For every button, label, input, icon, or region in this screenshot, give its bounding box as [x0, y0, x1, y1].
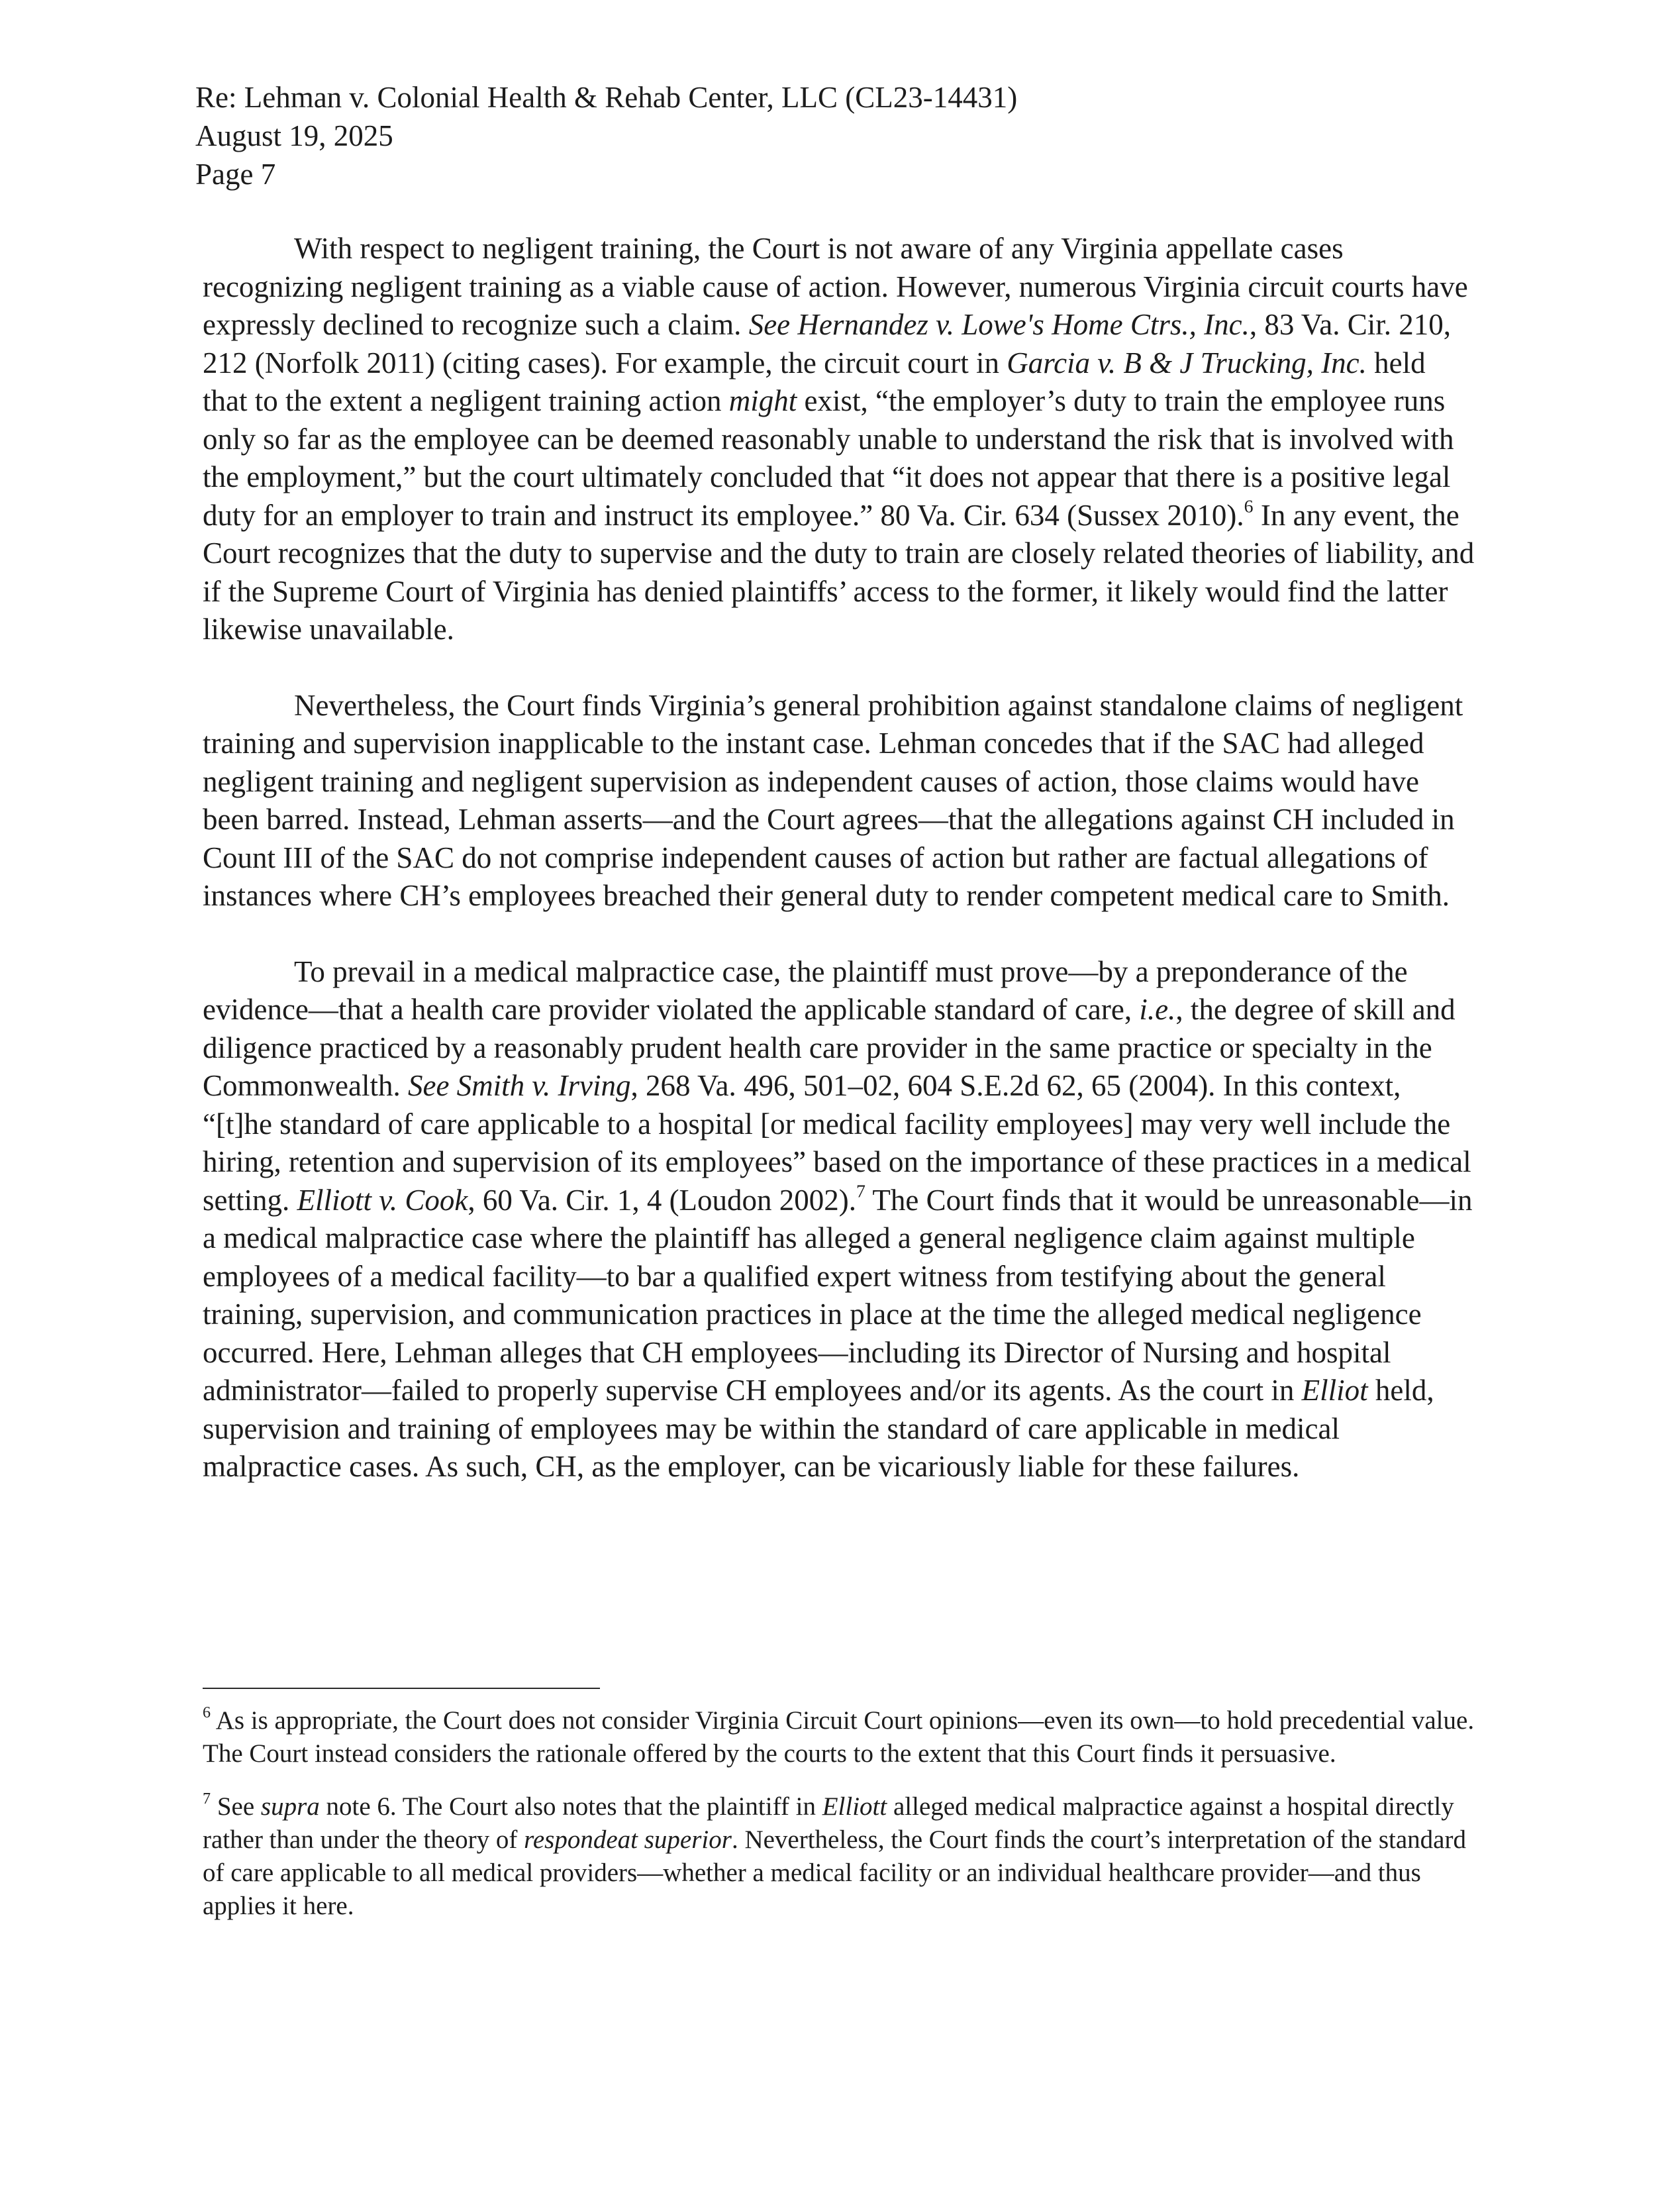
case-caption-line: Re: Lehman v. Colonial Health & Rehab Center, LLC (CL23-14431): [195, 81, 1018, 114]
italic-text: respondeat superior: [524, 1825, 732, 1854]
page-number: Page 7: [195, 158, 276, 191]
paragraph-negligent-training: [203, 230, 1477, 649]
text-run: As is appropriate, the Court does not consider Virginia Circuit Court opinions—even its own—to hold precedential value. The Court instead considers the rationale offered by the courts to the extent that this Court finds it persuasive.: [203, 1706, 1475, 1768]
text-run: , 268 Va. 496, 501–02, 604 S.E.2d 62, 65 (2004). In this context, “[t]he standard of care applicable to a hospital [or medical facility employees] may very well include the hiring, retention and supervision of its employees” based on the importance of these practices in a medical setting.: [203, 1069, 1471, 1217]
footnote-marker: 6: [203, 1704, 211, 1722]
text-run: alleged medical malpractice against a hospital directly rather than under the theory of: [203, 1792, 1454, 1854]
body-text: [203, 230, 1477, 1486]
footnote-marker: 7: [856, 1180, 865, 1201]
footnote-marker: 7: [203, 1790, 211, 1808]
footnote-marker: 6: [1244, 495, 1254, 517]
text-run: In any event, the Court recognizes that the duty to supervise and the duty to train are closely related theories of liability, and if the Supreme Court of Virginia has denied plaintiffs’ access to the former, it likely would find the latter likewise unavailable.: [203, 498, 1475, 646]
footnote-6: [203, 1704, 1477, 1770]
text-run: With respect to negligent training, the Court is not aware of any Virginia appellate cases recognizing negligent training as a viable cause of action. However, numerous Virginia circuit courts have expressly declined to recognize such a claim.: [203, 232, 1468, 341]
text-run: Nevertheless, the Court finds Virginia’s general prohibition against standalone claims of negligent training and supervision inapplicable to the instant case. Lehman concedes that if the SAC had alleged negligent training and negligent supervision as independent causes of action, those claims would have been barred. Instead, Lehman asserts—and the Court agrees—that the allegations against CH included in Count III of the SAC do not comprise independent causes of action but rather are factual allegations of instances where CH’s employees breached their general duty to render competent medical care to Smith.: [203, 688, 1463, 912]
letter-header: [195, 78, 1520, 193]
paragraph-nevertheless: [203, 687, 1477, 915]
italic-text: might: [728, 384, 797, 417]
text-run: exist, “the employer’s duty to train the employee runs only so far as the employee can be deemed reasonably unable to understand the risk that is involved with the employment,” but the court ultimately concluded that “it does not appear that there is a positive legal duty for an employer to train and instruct its employee.” 80 Va. Cir. 634 (Sussex 2010).: [203, 384, 1454, 532]
text-run: held, supervision and training of employees may be within the standard of care applicable in medical malpractice cases. As such, CH, as the employer, can be vicariously liable for these failures.: [203, 1374, 1434, 1483]
italic-text: See Hernandez v. Lowe's Home Ctrs., Inc.: [748, 308, 1250, 341]
italic-text: Elliot: [1301, 1374, 1368, 1407]
footnote-7: [203, 1790, 1477, 1923]
footnotes: [203, 1704, 1477, 1923]
italic-text: supra: [260, 1792, 320, 1821]
italic-text: i.e.: [1139, 993, 1176, 1026]
text-run: note 6. The Court also notes that the plaintiff in: [319, 1792, 822, 1821]
text-run: . Nevertheless, the Court finds the court’s interpretation of the standard of care applicable to all medical providers—whether a medical facility or an individual healthcare provider—and thus applies it here.: [203, 1825, 1466, 1920]
text-run: , 60 Va. Cir. 1, 4 (Loudon 2002).: [468, 1183, 857, 1217]
footnote-divider: [203, 1688, 600, 1689]
italic-text: Elliott v. Cook: [297, 1183, 468, 1217]
text-run: See: [211, 1792, 261, 1821]
letter-date: August 19, 2025: [195, 119, 393, 152]
text-run: , 83 Va. Cir. 210, 212 (Norfolk 2011) (citing cases). For example, the circuit court in: [203, 308, 1452, 380]
paragraph-to-prevail: [203, 953, 1477, 1486]
italic-text: See Smith v. Irving: [407, 1069, 631, 1102]
text-run: To prevail in a medical malpractice case, the plaintiff must prove—by a preponderance of the evidence—that a health care provider violated the applicable standard of care,: [203, 954, 1408, 1026]
text-run: The Court finds that it would be unreasonable—in a medical malpractice case where the plaintiff has alleged a general negligence claim against multiple employees of a medical facility—to bar a qualified expert witness from testifying about the general training, supervision, and communication practices in place at the time the alleged medical negligence occurred. Here, Lehman alleges that CH employees—including its Director of Nursing and hospital administrator—failed to properly supervise CH employees and/or its agents. As the court in: [203, 1183, 1473, 1407]
italic-text: Garcia v. B & J Trucking, Inc.: [1007, 346, 1367, 380]
text-run: , the degree of skill and diligence practiced by a reasonably prudent health care provider in the same practice or specialty in the Commonwealth.: [203, 993, 1456, 1102]
text-run: held that to the extent a negligent training action: [203, 346, 1426, 417]
italic-text: Elliott: [822, 1792, 887, 1821]
